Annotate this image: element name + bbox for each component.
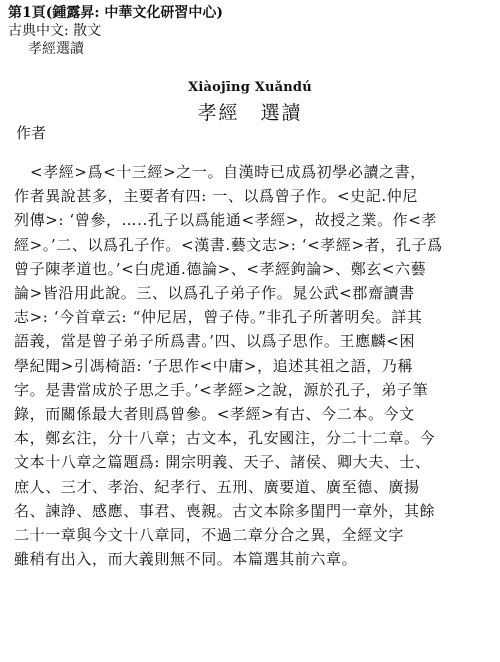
body-line: <孝經>爲<十三經>之一。自漢時已成爲初學必讀之書， — [30, 163, 426, 181]
page-title: 孝經 選讀 — [197, 102, 303, 124]
body-line: 語義，當是曾子弟子所爲書。’四、以爲子思作。王應麟<困 — [14, 332, 416, 351]
body-line: 名、諫諍、感應、事君、喪親。古文本除多閨門一章外，其餘 — [14, 501, 436, 520]
body-line: 經>。’二、以爲孔子作。<漢書.藝文志>: ‘<孝經>者，孔子爲 — [14, 235, 443, 254]
title-pinyin: Xiàojīng Xuǎndú — [188, 80, 312, 95]
body-line: 錄，而關係最大者則爲曾參。<孝經>有古、今二本。今文 — [14, 405, 415, 424]
body-line: 字。是書當成於子思之手。’<孝經>之說，源於孔子，弟子筆 — [14, 380, 429, 399]
body-line: 學紀聞>引馮椅語: ‘子思作<中庸>，追述其祖之語，乃稱 — [14, 356, 414, 375]
body-line: 志>: ‘今首章云: “仲尼居，曾子侍。”非孔子所著明矣。詳其 — [14, 308, 423, 327]
body-line: 二十一章與今文十八章同，不過二章分合之異，全經文字 — [14, 526, 405, 545]
body-line: 文本十八章之篇題爲: 開宗明義、天子、諸侯、卿大夫、士、 — [14, 453, 431, 472]
header-topic-line: 孝經選讀 — [28, 41, 84, 57]
header-course-line: 古典中文: 散文 — [8, 23, 102, 39]
body-line: 論>皆沿用此說。三、以爲孔子弟子作。晁公武<郡齋讀書 — [14, 284, 415, 303]
body-line: 列傳>: ‘曾參，…..孔子以爲能通<孝經>，故授之業。作<孝 — [14, 211, 438, 230]
author-section-label: 作者 — [16, 124, 47, 142]
body-line: 庶人、三才、孝治、紀孝行、五刑、廣要道、廣至德、廣揚 — [14, 477, 420, 496]
body-text — [14, 160, 484, 571]
body-line: 雖稍有出入，而大義則無不同。本篇選其前六章。 — [14, 550, 358, 569]
body-line: 作者異說甚多，主要者有四: 一、以爲曾子作。<史記.仲尼 — [14, 187, 418, 206]
header-source-line: 第1頁(鍾露昇: 中華文化研習中心) — [8, 5, 224, 21]
page-header — [8, 4, 223, 58]
body-line: 本，鄭玄注，分十八章；古文本，孔安國注，分二十二章。今 — [14, 429, 436, 448]
body-line: 曾子陳孝道也。’<白虎通.德論>、<孝經鉤論>、鄭玄<六藝 — [14, 259, 427, 278]
